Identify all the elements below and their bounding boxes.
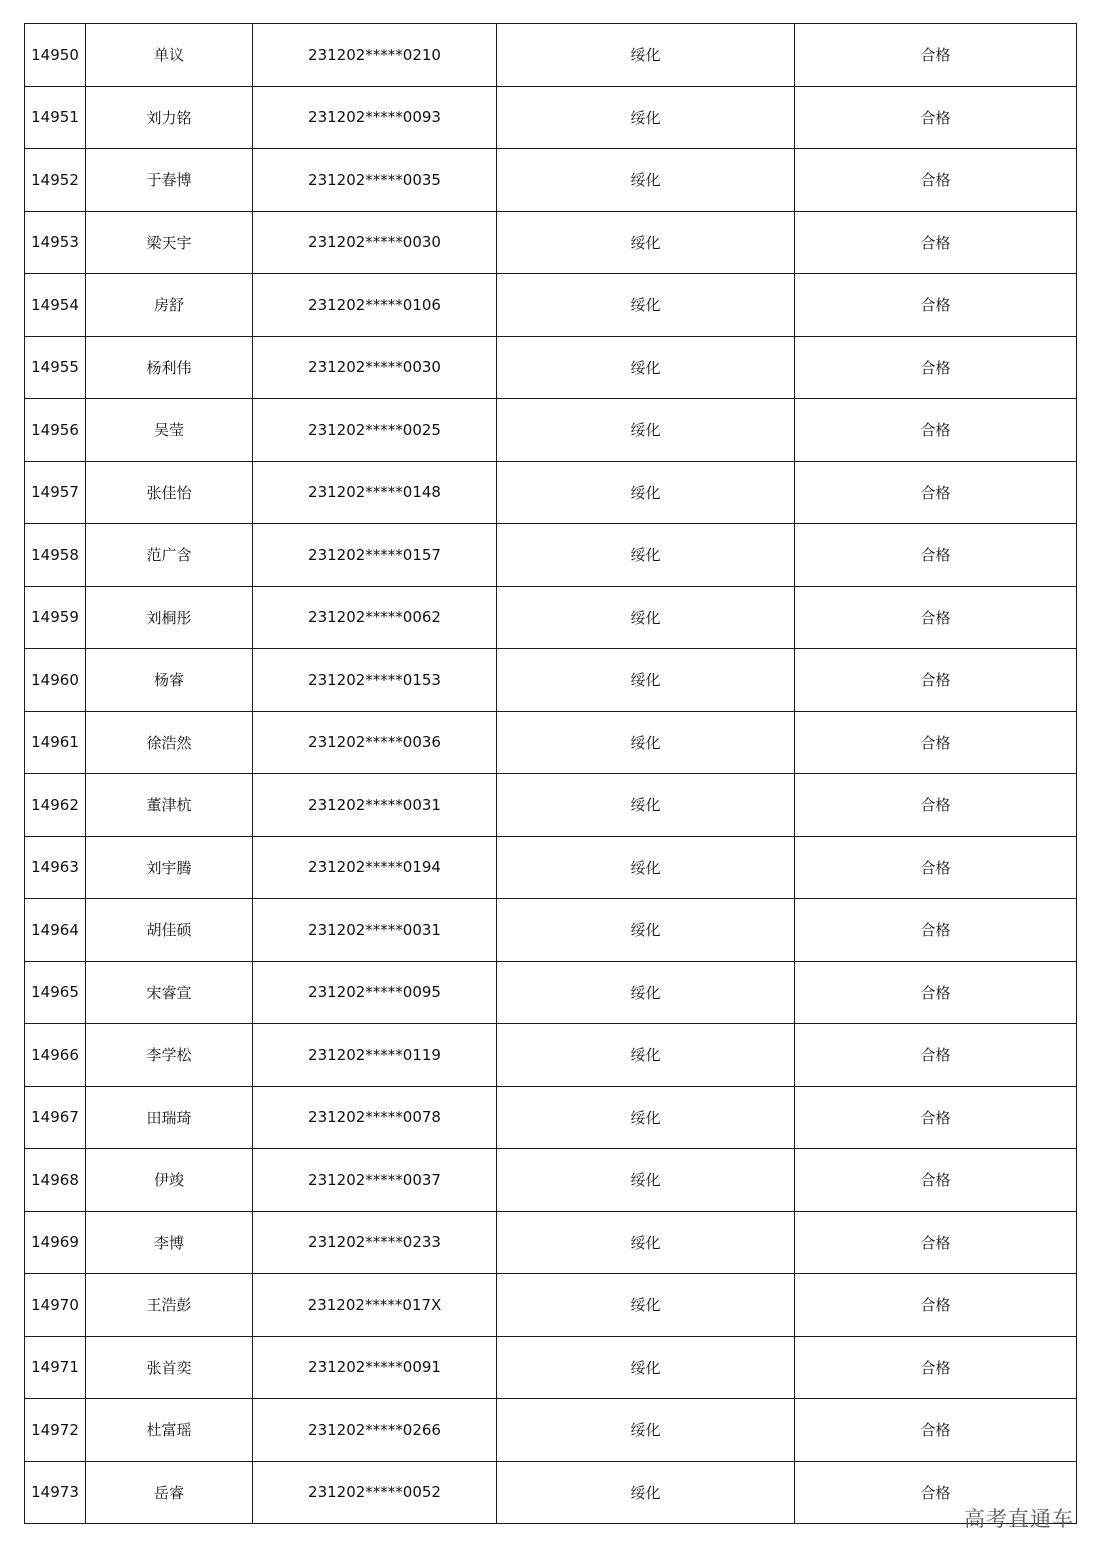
cell-id-number: 231202*****0036 — [253, 711, 497, 774]
cell-result: 合格 — [795, 1461, 1077, 1524]
cell-id-number: 231202*****0119 — [253, 1024, 497, 1087]
cell-location: 绥化 — [497, 24, 795, 87]
table-row — [25, 649, 1077, 712]
cell-location: 绥化 — [497, 1149, 795, 1212]
cell-name: 范广含 — [86, 524, 253, 587]
cell-result: 合格 — [795, 1024, 1077, 1087]
cell-location: 绥化 — [497, 899, 795, 962]
cell-name: 刘桐彤 — [86, 586, 253, 649]
cell-location: 绥化 — [497, 586, 795, 649]
cell-number: 14960 — [25, 649, 86, 712]
cell-result: 合格 — [795, 586, 1077, 649]
table-row — [25, 1274, 1077, 1337]
cell-id-number: 231202*****0030 — [253, 211, 497, 274]
cell-id-number: 231202*****0025 — [253, 399, 497, 462]
cell-id-number: 231202*****0157 — [253, 524, 497, 587]
cell-result: 合格 — [795, 461, 1077, 524]
cell-location: 绥化 — [497, 524, 795, 587]
table-row — [25, 24, 1077, 87]
table-row — [25, 1211, 1077, 1274]
cell-number: 14972 — [25, 1399, 86, 1462]
cell-name: 单议 — [86, 24, 253, 87]
cell-id-number: 231202*****0093 — [253, 86, 497, 149]
cell-name: 杨利伟 — [86, 336, 253, 399]
cell-name: 吴莹 — [86, 399, 253, 462]
cell-result: 合格 — [795, 274, 1077, 337]
cell-id-number: 231202*****0062 — [253, 586, 497, 649]
table-row — [25, 86, 1077, 149]
table-row — [25, 899, 1077, 962]
cell-location: 绥化 — [497, 961, 795, 1024]
table-row — [25, 461, 1077, 524]
cell-location: 绥化 — [497, 1461, 795, 1524]
cell-location: 绥化 — [497, 1086, 795, 1149]
roster-table-body — [25, 24, 1077, 1524]
cell-location: 绥化 — [497, 86, 795, 149]
cell-id-number: 231202*****0153 — [253, 649, 497, 712]
table-row — [25, 399, 1077, 462]
table-row — [25, 149, 1077, 212]
cell-number: 14959 — [25, 586, 86, 649]
table-row — [25, 211, 1077, 274]
cell-result: 合格 — [795, 211, 1077, 274]
cell-location: 绥化 — [497, 149, 795, 212]
cell-id-number: 231202*****0091 — [253, 1336, 497, 1399]
table-row — [25, 1024, 1077, 1087]
cell-number: 14957 — [25, 461, 86, 524]
cell-id-number: 231202*****0106 — [253, 274, 497, 337]
cell-result: 合格 — [795, 649, 1077, 712]
cell-location: 绥化 — [497, 399, 795, 462]
table-row — [25, 1086, 1077, 1149]
table-row — [25, 836, 1077, 899]
cell-result: 合格 — [795, 1399, 1077, 1462]
cell-name: 张首奕 — [86, 1336, 253, 1399]
table-row — [25, 586, 1077, 649]
table-row — [25, 336, 1077, 399]
cell-name: 房舒 — [86, 274, 253, 337]
table-row — [25, 274, 1077, 337]
cell-location: 绥化 — [497, 649, 795, 712]
cell-id-number: 231202*****0037 — [253, 1149, 497, 1212]
cell-number: 14971 — [25, 1336, 86, 1399]
table-row — [25, 774, 1077, 837]
cell-id-number: 231202*****0194 — [253, 836, 497, 899]
cell-id-number: 231202*****0148 — [253, 461, 497, 524]
cell-id-number: 231202*****0266 — [253, 1399, 497, 1462]
cell-name: 杨睿 — [86, 649, 253, 712]
cell-id-number: 231202*****0052 — [253, 1461, 497, 1524]
cell-id-number: 231202*****0210 — [253, 24, 497, 87]
cell-location: 绥化 — [497, 1274, 795, 1337]
cell-name: 于春博 — [86, 149, 253, 212]
cell-result: 合格 — [795, 149, 1077, 212]
cell-result: 合格 — [795, 774, 1077, 837]
cell-id-number: 231202*****0031 — [253, 774, 497, 837]
cell-location: 绥化 — [497, 1211, 795, 1274]
cell-name: 杜富瑶 — [86, 1399, 253, 1462]
cell-name: 李博 — [86, 1211, 253, 1274]
cell-name: 胡佳硕 — [86, 899, 253, 962]
cell-number: 14969 — [25, 1211, 86, 1274]
cell-id-number: 231202*****0095 — [253, 961, 497, 1024]
cell-id-number: 231202*****017X — [253, 1274, 497, 1337]
cell-result: 合格 — [795, 524, 1077, 587]
cell-number: 14961 — [25, 711, 86, 774]
cell-result: 合格 — [795, 961, 1077, 1024]
cell-number: 14958 — [25, 524, 86, 587]
cell-number: 14965 — [25, 961, 86, 1024]
roster-table — [24, 23, 1077, 1524]
cell-number: 14953 — [25, 211, 86, 274]
cell-number: 14954 — [25, 274, 86, 337]
cell-name: 伊竣 — [86, 1149, 253, 1212]
cell-name: 王浩彭 — [86, 1274, 253, 1337]
table-row — [25, 1461, 1077, 1524]
table-row — [25, 961, 1077, 1024]
cell-result: 合格 — [795, 899, 1077, 962]
cell-location: 绥化 — [497, 1024, 795, 1087]
cell-number: 14963 — [25, 836, 86, 899]
cell-number: 14968 — [25, 1149, 86, 1212]
cell-location: 绥化 — [497, 774, 795, 837]
cell-location: 绥化 — [497, 836, 795, 899]
cell-number: 14950 — [25, 24, 86, 87]
cell-name: 梁天宇 — [86, 211, 253, 274]
cell-result: 合格 — [795, 1274, 1077, 1337]
cell-number: 14973 — [25, 1461, 86, 1524]
cell-id-number: 231202*****0233 — [253, 1211, 497, 1274]
cell-location: 绥化 — [497, 211, 795, 274]
cell-result: 合格 — [795, 86, 1077, 149]
cell-result: 合格 — [795, 1086, 1077, 1149]
watermark-text: 高考直通车 — [964, 1507, 1074, 1531]
cell-number: 14951 — [25, 86, 86, 149]
cell-name: 岳睿 — [86, 1461, 253, 1524]
cell-number: 14967 — [25, 1086, 86, 1149]
cell-result: 合格 — [795, 836, 1077, 899]
cell-id-number: 231202*****0031 — [253, 899, 497, 962]
cell-number: 14962 — [25, 774, 86, 837]
cell-name: 徐浩然 — [86, 711, 253, 774]
cell-result: 合格 — [795, 399, 1077, 462]
cell-result: 合格 — [795, 24, 1077, 87]
cell-id-number: 231202*****0030 — [253, 336, 497, 399]
cell-name: 张佳怡 — [86, 461, 253, 524]
cell-result: 合格 — [795, 1336, 1077, 1399]
cell-number: 14956 — [25, 399, 86, 462]
cell-result: 合格 — [795, 1149, 1077, 1212]
table-row — [25, 1399, 1077, 1462]
cell-location: 绥化 — [497, 336, 795, 399]
table-row — [25, 1149, 1077, 1212]
cell-name: 董津杭 — [86, 774, 253, 837]
table-row — [25, 1336, 1077, 1399]
cell-location: 绥化 — [497, 1399, 795, 1462]
cell-result: 合格 — [795, 711, 1077, 774]
cell-name: 宋睿宣 — [86, 961, 253, 1024]
cell-id-number: 231202*****0035 — [253, 149, 497, 212]
cell-name: 田瑞琦 — [86, 1086, 253, 1149]
cell-name: 刘宇腾 — [86, 836, 253, 899]
cell-name: 李学松 — [86, 1024, 253, 1087]
cell-name: 刘力铭 — [86, 86, 253, 149]
cell-location: 绥化 — [497, 461, 795, 524]
cell-number: 14964 — [25, 899, 86, 962]
cell-location: 绥化 — [497, 274, 795, 337]
cell-result: 合格 — [795, 336, 1077, 399]
cell-result: 合格 — [795, 1211, 1077, 1274]
cell-number: 14955 — [25, 336, 86, 399]
cell-id-number: 231202*****0078 — [253, 1086, 497, 1149]
cell-number: 14952 — [25, 149, 86, 212]
cell-number: 14970 — [25, 1274, 86, 1337]
table-row — [25, 711, 1077, 774]
cell-location: 绥化 — [497, 711, 795, 774]
cell-location: 绥化 — [497, 1336, 795, 1399]
table-row — [25, 524, 1077, 587]
cell-number: 14966 — [25, 1024, 86, 1087]
